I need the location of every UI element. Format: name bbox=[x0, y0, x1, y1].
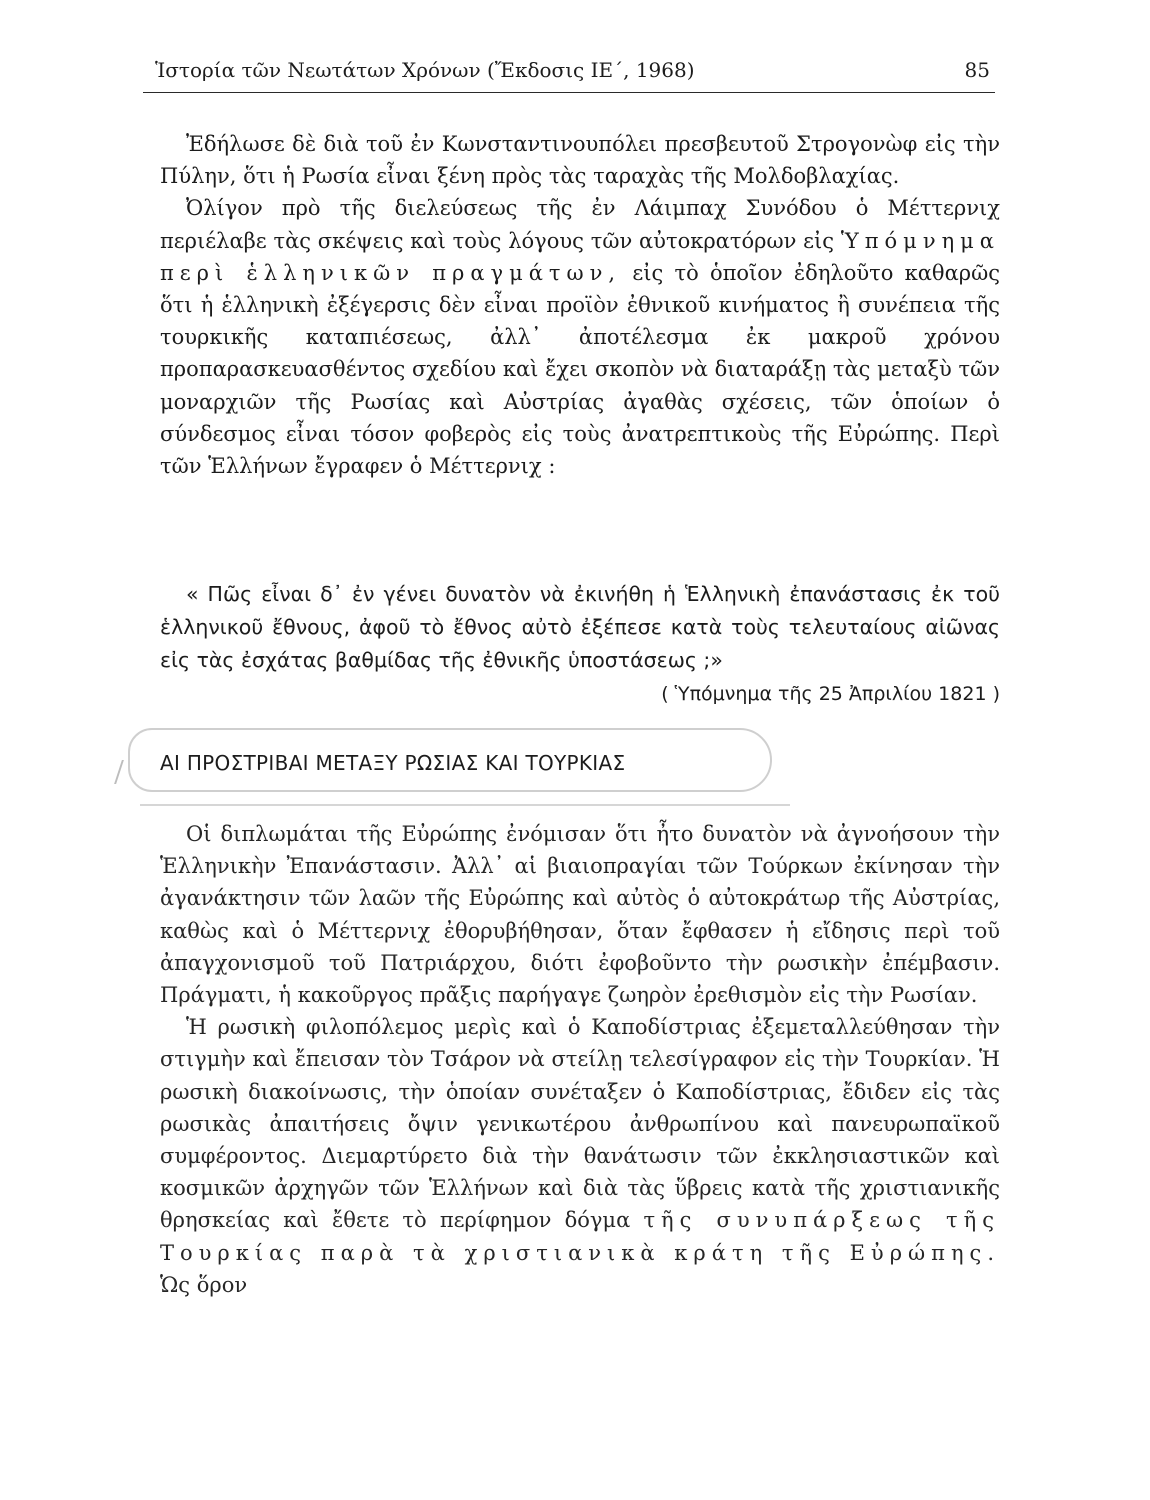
dogma-phrase: τῆς συνυπάρξεως τῆς Τουρκίας παρὰ τὰ χριστιανικὰ κράτη τῆς Εὐρώπης. bbox=[160, 1208, 1000, 1265]
paragraph-4 bbox=[160, 1011, 1000, 1301]
quote-citation: ( Ὑπόμνημα τῆς 25 Ἀπριλίου 1821 ) bbox=[661, 683, 1000, 705]
text-block-top bbox=[160, 128, 1000, 482]
quote-text: « Πῶς εἶναι δ᾽ ἐν γένει δυνατὸν νὰ ἐκινήθη ἡ Ἑλληνικὴ ἐπανάστασις ἐκ τοῦ ἑλληνικοῦ ἔθνους, ἀφοῦ τὸ ἔθνος αὐτὸ ἐξέπεσε κατὰ τοὺς τελευταίους αἰῶνας εἰς τὰς ἐσχάτας βαθμίδας τῆς ἐθνικῆς ὑποστάσεως ;» bbox=[160, 582, 1000, 672]
running-title: Ἱστορία τῶν Νεωτάτων Χρόνων (Ἔκδοσις ΙΕ΄, 1968) bbox=[155, 58, 695, 82]
paragraph-2 bbox=[160, 192, 1000, 482]
header-rule bbox=[143, 92, 995, 93]
paragraph-2-text: Ὀλίγον πρὸ τῆς διελεύσεως τῆς ἐν Λάιμπαχ Συνόδου ὁ Μέττερνιχ περιέλαβε τὰς σκέψεις καὶ τοὺς λόγους τῶν αὐτοκρατόρων εἰς bbox=[160, 196, 1000, 253]
paragraph-2-continuation: εἰς τὸ ὁποῖον ἐδηλοῦτο καθαρῶς ὅτι ἡ ἑλληνικὴ ἐξέγερσις δὲν εἶναι προϊὸν ἐθνικοῦ κινήματος ἢ συνέπεια τῆς τουρκικῆς καταπιέσεως, ἀλλ᾽ ἀποτέλεσμα ἐκ μακροῦ χρόνου προπαρασκευασθέντος σχεδίου καὶ ἔχει σκοπὸν νὰ διαταράξῃ τὰς μεταξὺ τῶν μοναρχιῶν τῆς Ρωσίας καὶ Αὐστρίας ἀγαθὰς σχέσεις, τῶν ὁποίων ὁ σύνδεσμος εἶναι τόσον φοβερὸς εἰς τοὺς ἀνατρεπτικοὺς τῆς Εὐρώπης. Περὶ τῶν Ἑλλήνων ἔγραφεν ὁ Μέττερνιχ : bbox=[160, 260, 1000, 479]
memo-title: Ὑπόμνημα περὶ ἑλληνικῶν πραγμάτων, bbox=[160, 228, 1000, 285]
page-number: 85 bbox=[964, 58, 990, 82]
paragraph-1: Ἐδήλωσε δὲ διὰ τοῦ ἐν Κωνσταντινουπόλει πρεσβευτοῦ Στρογονὼφ εἰς τὴν Πύλην, ὅτι ἡ Ρωσία εἶναι ξένη πρὸς τὰς ταραχὰς τῆς Μολδοβλαχίας. bbox=[160, 132, 1000, 189]
text-block-bottom bbox=[160, 818, 1000, 1301]
paragraph-3: Οἱ διπλωμάται τῆς Εὐρώπης ἐνόμισαν ὅτι ἦτο δυνατὸν νὰ ἀγνοήσουν τὴν Ἑλληνικὴν Ἐπανάστασιν. Ἀλλ᾽ αἱ βιαιοπραγίαι τῶν Τούρκων ἐκίνησαν τὴν ἀγανάκτησιν τῶν λαῶν τῆς Εὐρώπης καὶ αὐτὸς ὁ αὐτοκράτωρ τῆς Αὐστρίας, καθὼς καὶ ὁ Μέττερνιχ ἐθορυβήθησαν, ὅταν ἔφθασεν ἡ εἴδησις περὶ τοῦ ἀπαγχονισμοῦ τοῦ Πατριάρχου, διότι ἐφοβοῦντο τὴν ρωσικὴν ἐπέμβασιν. Πράγματι, ἡ κακοῦργος πρᾶξις παρήγαγε ζωηρὸν ἐρεθισμὸν εἰς τὴν Ρωσίαν. bbox=[160, 822, 1000, 1008]
metternich-quote bbox=[160, 578, 1000, 709]
pencil-underline bbox=[140, 804, 790, 806]
paragraph-4-trailing: Ὡς ὅρον bbox=[160, 1272, 248, 1297]
running-header bbox=[155, 55, 995, 87]
section-heading: ΑΙ ΠΡΟΣΤΡΙΒΑΙ ΜΕΤΑΞΥ ΡΩΣΙΑΣ ΚΑΙ ΤΟΥΡΚΙΑΣ bbox=[160, 751, 626, 775]
paragraph-4-text: Ἡ ρωσικὴ φιλοπόλεμος μερὶς καὶ ὁ Καποδίστριας ἐξεμεταλλεύθησαν τὴν στιγμὴν καὶ ἔπεισαν τὸν Τσάρον νὰ στείλῃ τελεσίγραφον εἰς τὴν Τουρκίαν. Ἡ ρωσικὴ διακοίνωσις, τὴν ὁποίαν συνέταξεν ὁ Καποδίστριας, ἔδιδεν εἰς τὰς ρωσικὰς ἀπαιτήσεις ὄψιν γενικωτέρου ἀνθρωπίνου καὶ πανευρωπαϊκοῦ συμφέροντος. Διεμαρτύρετο διὰ τὴν θανάτωσιν τῶν ἐκκλησιαστικῶν καὶ κοσμικῶν ἀρχηγῶν τῶν Ἑλλήνων καὶ διὰ τὰς ὕβρεις κατὰ τῆς χριστιανικῆς θρησκείας καὶ ἔθετε τὸ περίφημον δόγμα bbox=[160, 1015, 1000, 1233]
